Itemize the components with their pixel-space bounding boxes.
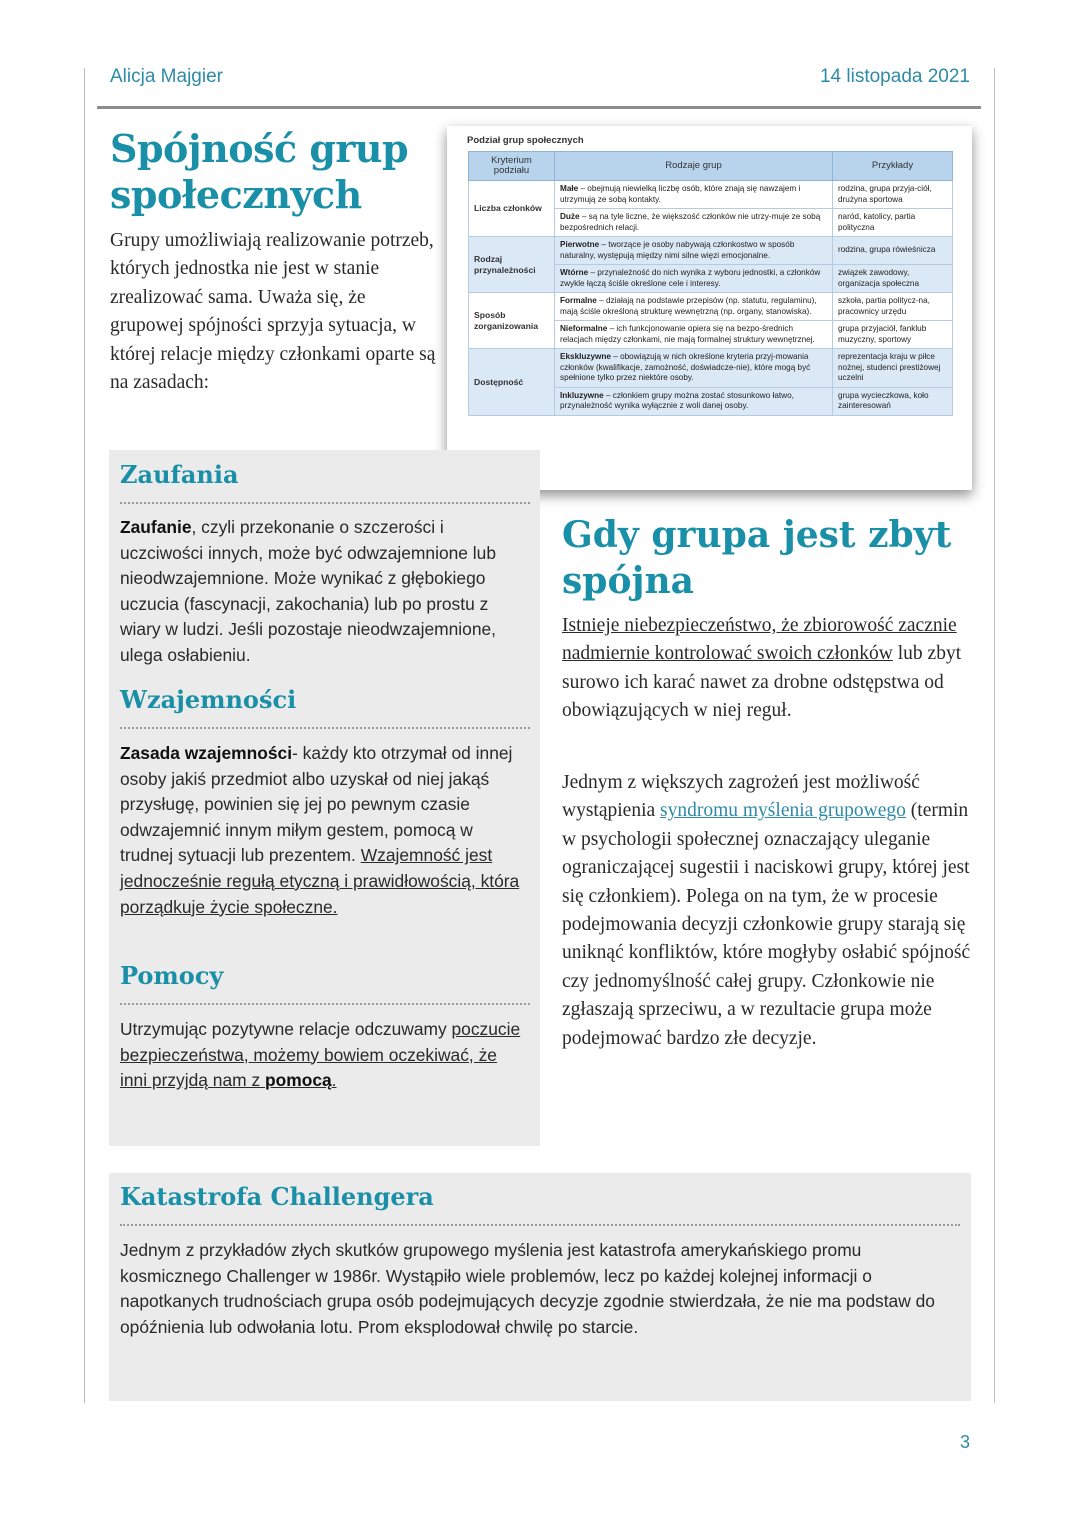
type-term: Duże bbox=[560, 212, 580, 221]
type-term: Wtórne bbox=[560, 268, 589, 277]
table-cell-type bbox=[555, 237, 833, 265]
type-desc: – ich funkcjonowanie opiera się na bezpo-średnich relacjach między członkami, nie mają formalnej struktury wewnętrznej. bbox=[560, 324, 815, 344]
pomocy-text bbox=[120, 1017, 525, 1094]
table-header-examples: Przykłady bbox=[833, 152, 953, 181]
type-term: Formalne bbox=[560, 296, 597, 305]
pomocy-bold: pomocą bbox=[264, 1070, 332, 1091]
dotted-divider bbox=[120, 1003, 530, 1005]
table-cell-type bbox=[555, 387, 833, 415]
dotted-divider bbox=[120, 727, 530, 729]
type-desc: – obowiązują w nich określone kryteria przyj-mowania członków (kwalifikacje, zamożność, doświadcze-nie), które mogą być spełnione tylko przez niektóre osoby. bbox=[560, 352, 811, 382]
table-cell-example: związek zawodowy, organizacja społeczna bbox=[833, 265, 953, 293]
cohesive-p2-start: Jednym z większych zagrożeń jest możliwość wystąpienia bbox=[562, 772, 920, 822]
table-caption: Podział grup społecznych bbox=[467, 135, 584, 146]
type-term: Ekskluzywne bbox=[560, 352, 611, 361]
table-cell-example: naród, katolicy, partia polityczna bbox=[833, 209, 953, 237]
table-cell-type bbox=[555, 209, 833, 237]
wzajemnosci-term: Zasada wzajemności bbox=[120, 743, 293, 763]
page-title: Spójność grup społecznych bbox=[110, 126, 409, 217]
table-cell-example: szkoła, partia politycz-na, pracownicy urzędu bbox=[833, 293, 953, 321]
table-cell-example: grupa przyjaciół, fanklub muzyczny, sportowy bbox=[833, 321, 953, 349]
table-row bbox=[469, 349, 953, 388]
type-desc: – są na tyle liczne, że większość członków nie utrzy-muje ze sobą bezpośrednich relacji. bbox=[560, 212, 821, 232]
cohesive-paragraph-2 bbox=[562, 769, 972, 1053]
table-row bbox=[469, 181, 953, 209]
pomocy-end: . bbox=[331, 1070, 337, 1091]
zaufania-text bbox=[120, 515, 530, 669]
type-desc: – działają na podstawie przepisów (np. statutu, regulaminu), mają ściśle określoną strukturę wewnętrzną (np. organy, stanowiska). bbox=[560, 296, 817, 316]
section-title-zaufania: Zaufania bbox=[120, 460, 239, 489]
table-row bbox=[469, 237, 953, 265]
dotted-divider bbox=[120, 502, 530, 504]
table-cell-type bbox=[555, 265, 833, 293]
type-desc: – członkiem grupy można zostać stosunkowo łatwo, przynależność wynika wyłącznie z woli danej osoby. bbox=[560, 390, 794, 410]
pomocy-body: Utrzymując pozytywne relacje odczuwamy bbox=[120, 1019, 452, 1039]
wzajemnosci-body: - każdy kto otrzymał od innej osoby jakiś przedmiot albo uzyskał od niej jakąś przysługę, powinien się jej po pewnym czasie odwzajemnić innym miłym gestem, pomocą w trudnej sytuacji lub prezentem. bbox=[120, 743, 513, 866]
type-term: Nieformalne bbox=[560, 324, 608, 333]
page-number: 3 bbox=[959, 1432, 970, 1452]
section-title-pomocy: Pomocy bbox=[120, 961, 224, 990]
table-cell-example: rodzina, grupa rówieśnicza bbox=[833, 237, 953, 265]
table-cell-type bbox=[555, 321, 833, 349]
type-term: Małe bbox=[560, 184, 579, 193]
type-term: Inkluzywne bbox=[560, 390, 604, 400]
header-date: 14 listopada 2021 bbox=[819, 66, 970, 87]
wzajemnosci-underlined: Wzajemność jest jednocześnie regułą etyczną i prawidłowością, która porządkuje życie społeczne. bbox=[120, 845, 520, 917]
table-cell-type bbox=[555, 181, 833, 209]
table-cell-criterion: Liczba członków bbox=[469, 181, 555, 237]
intro-paragraph: Grupy umożliwiają realizowanie potrzeb, których jednostka nie jest w stanie zrealizować sama. Uważa się, że grupowej spójności sprzyja sytuacja, w której relacje między członkami oparte są na zasadach: bbox=[110, 230, 436, 394]
table-cell-type bbox=[555, 293, 833, 321]
wzajemnosci-text bbox=[120, 741, 525, 920]
section-title-challenger: Katastrofa Challengera bbox=[120, 1182, 434, 1211]
table-header-types: Rodzaje grup bbox=[555, 152, 833, 181]
table-cell-example: reprezentacja kraju w piłce nożnej, studenci prestiżowej uczelni bbox=[833, 349, 953, 388]
groupthink-link[interactable]: syndromu myślenia grupowego bbox=[660, 800, 906, 822]
table-header-criterion: Kryterium podziału bbox=[469, 152, 555, 181]
table-row bbox=[469, 293, 953, 321]
challenger-text: Jednym z przykładów złych skutków grupowego myślenia jest katastrofa amerykańskiego promu kosmicznego Challenger w 1986r. Wystąpiło wiele problemów, lecz po każdej kolejnej informacji o napotkanych trudnościach grupa osób podejmujących decyzje zgodnie stwierdzała, że nie ma podstaw do opóźnienia lub odwołania lotu. Prom eksplodował chwilę po starcie. bbox=[120, 1240, 935, 1337]
type-desc: – przynależność do nich wynika z wyboru jednostki, a członków zwykle łączą ściśle określone cele i interesy. bbox=[560, 268, 821, 288]
pomocy-underlined-text: poczucie bezpieczeństwa, możemy bowiem oczekiwać, że inni przyjdą nam z bbox=[120, 1019, 521, 1091]
left-margin-line bbox=[84, 68, 85, 1403]
table-cell-criterion: Dostępność bbox=[469, 349, 555, 416]
groups-table-figure bbox=[447, 126, 972, 490]
table-cell-example: grupa wycieczkowa, koło zainteresowań bbox=[833, 387, 953, 415]
cohesive-paragraph-1 bbox=[562, 612, 972, 726]
cohesive-title: Gdy grupa jest zbyt spójna bbox=[562, 514, 952, 602]
right-margin-line bbox=[994, 68, 995, 1403]
table-cell-example: rodzina, grupa przyja-ciół, drużyna sportowa bbox=[833, 181, 953, 209]
section-title-wzajemnosci: Wzajemności bbox=[120, 685, 297, 714]
zaufania-term: Zaufanie bbox=[120, 517, 192, 537]
table-cell-type bbox=[555, 349, 833, 388]
groups-table bbox=[468, 151, 953, 416]
dotted-divider bbox=[120, 1224, 960, 1226]
header-author: Alicja Majgier bbox=[110, 66, 223, 87]
table-cell-criterion: Rodzaj przynależności bbox=[469, 237, 555, 293]
header-divider bbox=[97, 106, 981, 109]
type-term: Pierwotne bbox=[560, 240, 600, 249]
zaufania-body: , czyli przekonanie o szczerości i uczciwości innych, może być odwzajemnione lub nieodwzajemnione. Może wynikać z głębokiego uczucia (fascynacji, zakochania) lub po prostu z wiary w ludzi. Jeśli pozostaje nieodwzajemnione, ulega osłabieniu. bbox=[120, 517, 497, 665]
type-desc: – tworzące je osoby nabywają członkostwo w sposób naturalny, występują między nimi silne więzi emocjonalne. bbox=[560, 240, 795, 260]
cohesive-p1-underlined: Istnieje niebezpieczeństwo, że zbiorowość zacznie nadmiernie kontrolować swoich członków bbox=[562, 615, 957, 665]
cohesive-p1-rest: lub zbyt surowo ich karać nawet za drobne odstępstwa od obowiązujących w niej reguł. bbox=[562, 643, 962, 722]
table-cell-criterion: Sposób zorganizowania bbox=[469, 293, 555, 349]
cohesive-p2-rest: (termin w psychologii społecznej oznaczający uleganie ograniczającej sugestii i naciskowi grupy, której jest się członkiem). Polega on na tym, że w procesie podejmowania decyzji członkowie grupy starają się uniknąć konfliktów, które mogłyby osłabić spójność czy jednomyślność całej grupy. Członkowie nie zgłaszają sprzeciwu, a w rezultacie grupa może podejmować bardzo złe decyzje. bbox=[562, 800, 971, 1049]
type-desc: – obejmują niewielką liczbę osób, które znają się nawzajem i utrzymują ze sobą kontakty. bbox=[560, 184, 801, 204]
